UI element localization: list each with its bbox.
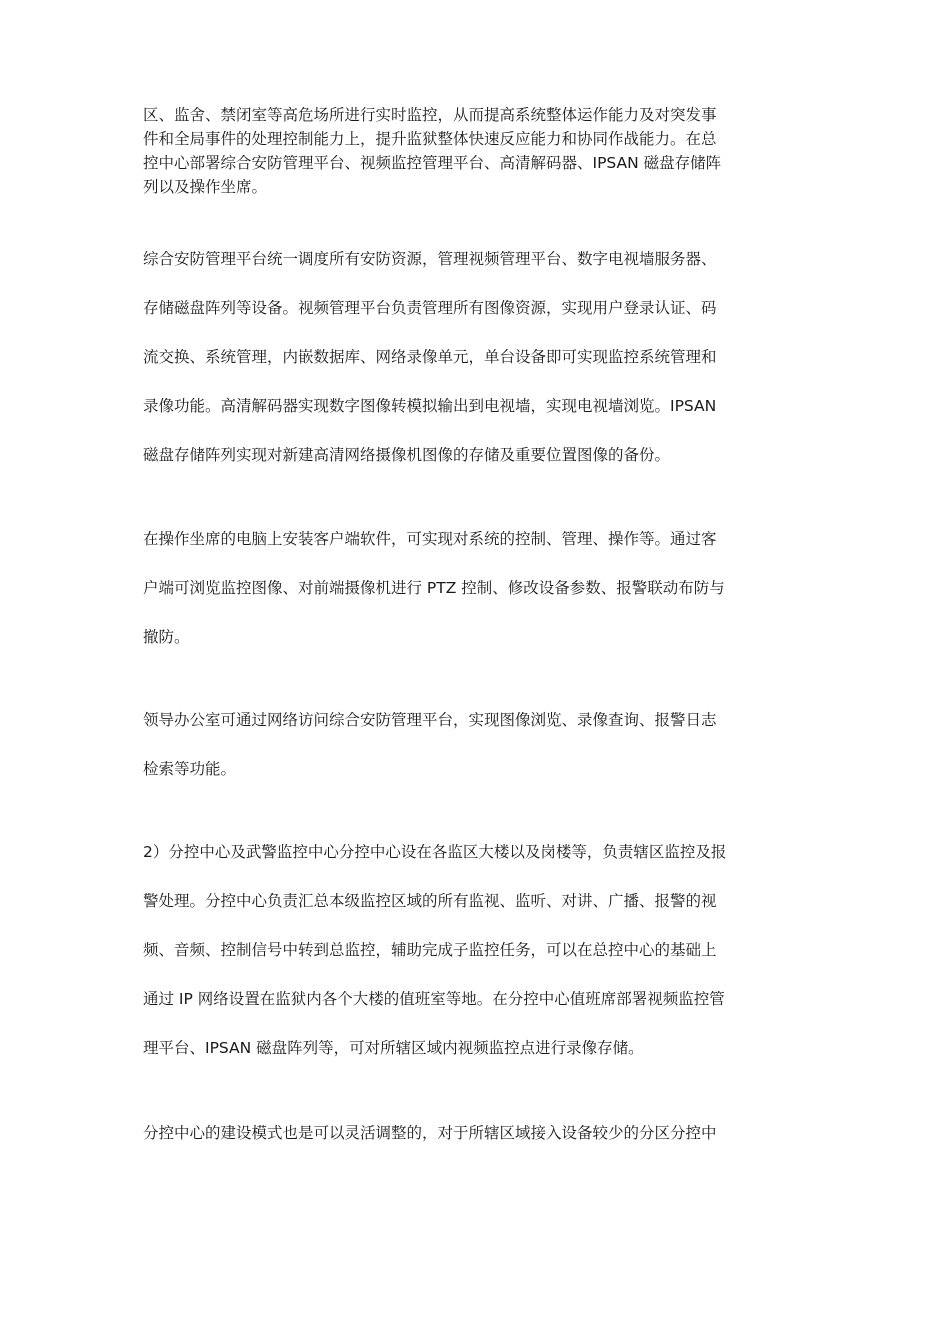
paragraph-4 <box>143 696 811 794</box>
paragraph-line: 警处理。分控中心负责汇总本级监控区域的所有监视、监听、对讲、广播、报警的视 <box>143 892 717 910</box>
paragraph-line: 区、监舍、禁闭室等高危场所进行实时监控，从而提高系统整体运作能力及对突发事 <box>143 106 717 124</box>
paragraph-2 <box>143 235 811 480</box>
paragraph-line: 通过 IP 网络设置在监狱内各个大楼的值班室等地。在分控中心值班席部署视频监控管 <box>143 990 725 1008</box>
paragraph-line: 件和全局事件的处理控制能力上，提升监狱整体快速反应能力和协同作战能力。在总 <box>143 130 717 148</box>
paragraph-line: 撤防。 <box>143 628 190 646</box>
paragraph-line: 控中心部署综合安防管理平台、视频监控管理平台、高清解码器、IPSAN 磁盘存储阵 <box>143 154 722 172</box>
paragraph-5 <box>143 828 811 1073</box>
paragraph-3 <box>143 515 811 662</box>
paragraph-line: 理平台、IPSAN 磁盘阵列等，可对所辖区域内视频监控点进行录像存储。 <box>143 1039 644 1057</box>
paragraph-line: 存储磁盘阵列等设备。视频管理平台负责管理所有图像资源，实现用户登录认证、码 <box>143 299 717 317</box>
paragraph-line: 2）分控中心及武警监控中心分控中心设在各监区大楼以及岗楼等，负责辖区监控及报 <box>143 843 727 861</box>
paragraph-line: 流交换、系统管理，内嵌数据库、网络录像单元，单台设备即可实现监控系统管理和 <box>143 348 717 366</box>
paragraph-line: 磁盘存储阵列实现对新建高清网络摄像机图像的存储及重要位置图像的备份。 <box>143 446 671 464</box>
paragraph-line: 户端可浏览监控图像、对前端摄像机进行 PTZ 控制、修改设备参数、报警联动布防与 <box>143 579 725 597</box>
paragraph-line: 频、音频、控制信号中转到总监控，辅助完成子监控任务，可以在总控中心的基础上 <box>143 941 717 959</box>
paragraph-line: 列以及操作坐席。 <box>143 178 268 196</box>
paragraph-line: 在操作坐席的电脑上安装客户端软件，可实现对系统的控制、管理、操作等。通过客 <box>143 530 717 548</box>
paragraph-line: 分控中心的建设模式也是可以灵活调整的，对于所辖区域接入设备较少的分区分控中 <box>143 1124 717 1142</box>
paragraph-1 <box>143 103 811 199</box>
paragraph-line: 检索等功能。 <box>143 760 237 778</box>
paragraph-6 <box>143 1109 811 1158</box>
paragraph-line: 综合安防管理平台统一调度所有安防资源，管理视频管理平台、数字电视墙服务器、 <box>143 250 717 268</box>
paragraph-line: 录像功能。高清解码器实现数字图像转模拟输出到电视墙，实现电视墙浏览。IPSAN <box>143 397 717 415</box>
paragraph-line: 领导办公室可通过网络访问综合安防管理平台，实现图像浏览、录像查询、报警日志 <box>143 711 717 729</box>
